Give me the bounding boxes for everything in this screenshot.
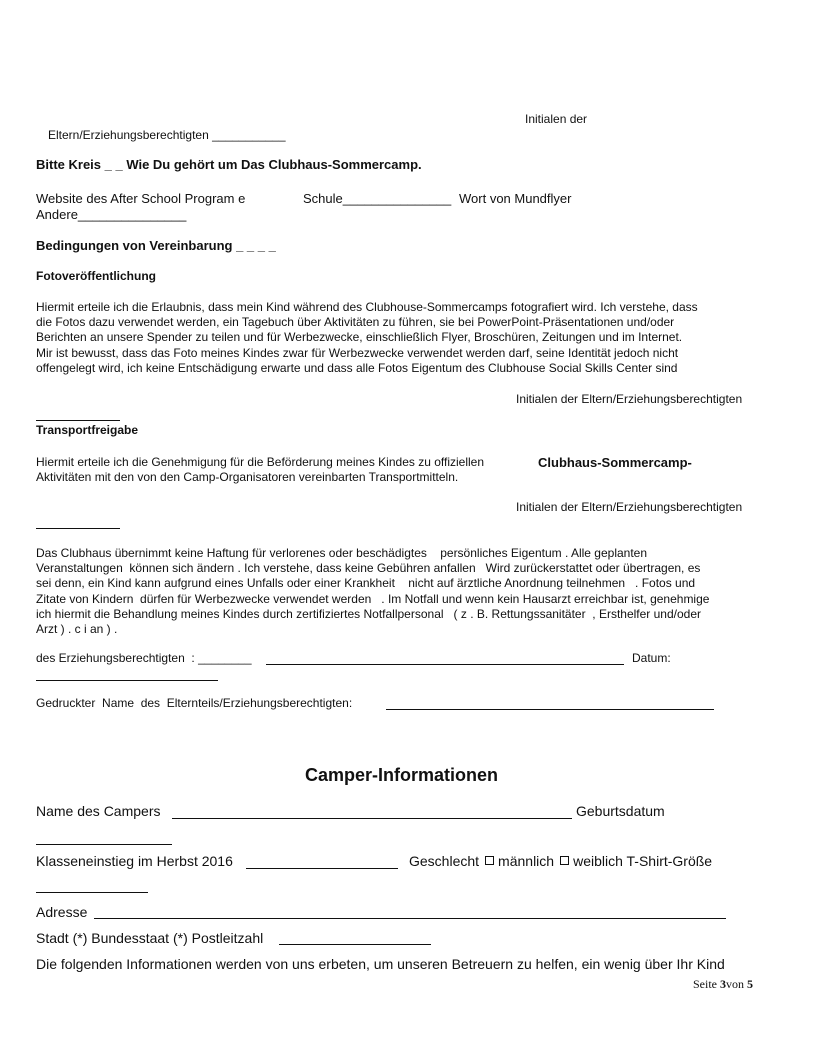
- photo-release-heading: Fotoveröffentlichung: [36, 269, 156, 283]
- transport-release-heading: Transportfreigabe: [36, 423, 139, 437]
- liability-text: [36, 546, 762, 637]
- liability-line: Zitate von Kindern dürfen für Werbezwecke verwendet werden . Im Notfall und wenn kein Hausarzt erreichbar ist, genehmige: [36, 591, 710, 606]
- camp-name: Clubhaus-Sommercamp-: [538, 455, 692, 470]
- source-school[interactable]: Schule_______________: [303, 191, 452, 206]
- photo-initials-label: Initialen der Eltern/Erziehungsberechtigten: [516, 392, 743, 406]
- photo-release-line: Berichten an unsere Spender zu teilen und für Werbezwecke, einschließlich Flyer, Broschüren, Zeitungen und im Internet.: [36, 330, 683, 345]
- transport-initials-label: Initialen der Eltern/Erziehungsberechtigten: [516, 500, 743, 514]
- camper-name-line[interactable]: [172, 818, 572, 819]
- photo-release-line: die Fotos dazu verwendet werden, ein Tagebuch über Aktivitäten zu führen, sie bei PowerPoint-Präsentationen und/oder: [36, 315, 675, 330]
- photo-release-line: Mir ist bewusst, dass das Foto meines Kindes zwar für Werbezwecke verwendet werden darf, seine Identität jedoch nicht: [36, 345, 679, 360]
- header-initials-label: Initialen der: [525, 112, 588, 126]
- liability-line: ich hiermit die Behandlung meines Kindes durch zertifiziertes Notfallpersonal ( z . B. Rettungssanitäter , Ersthelfer und/oder: [36, 606, 701, 621]
- transport-release-line1: Hiermit erteile ich die Genehmigung für die Beförderung meines Kindes zu offiziellen: [36, 455, 485, 469]
- camper-name-label: Name des Campers: [36, 803, 161, 819]
- liability-line: Veranstaltungen können sich ändern . Ich verstehe, dass keine Gebühren anfallen Wird zurückerstattet oder übertragen, es: [36, 561, 701, 576]
- signature-line[interactable]: [266, 664, 624, 665]
- gender-label: Geschlecht: [409, 853, 480, 869]
- grade-label: Klasseneinstieg im Herbst 2016: [36, 853, 233, 869]
- male-label: männlich: [498, 853, 555, 869]
- date-line[interactable]: [36, 680, 218, 681]
- birthdate-line[interactable]: [36, 844, 172, 845]
- page-total: 5: [747, 977, 753, 991]
- grade-line[interactable]: [246, 868, 398, 869]
- city-state-zip-line[interactable]: [279, 944, 431, 945]
- page-prefix: Seite: [693, 977, 717, 991]
- photo-release-line: Hiermit erteile ich die Erlaubnis, dass mein Kind während des Clubhouse-Sommercamps fotografiert wird. Ich verstehe, dass: [36, 300, 698, 314]
- source-website[interactable]: Website des After School Program e: [36, 191, 246, 206]
- page-current: 3: [720, 977, 726, 991]
- circle-prompt: Bitte Kreis _ _ Wie Du gehört um Das Clubhaus-Sommercamp.: [36, 157, 422, 172]
- female-checkbox[interactable]: [560, 856, 569, 865]
- liability-line: Das Clubhaus übernimmt keine Haftung für verlorenes oder beschädigtes persönliches Eigentum . Alle geplanten: [36, 546, 648, 560]
- photo-release-line: offengelegt wird, ich keine Entschädigung erwarte und dass alle Fotos Eigentum des Clubhouse Social Skills Center sind: [36, 360, 678, 375]
- liability-line: Arzt ) . c i an ) .: [36, 622, 118, 637]
- birthdate-label: Geburtsdatum: [576, 803, 665, 819]
- address-line[interactable]: [94, 918, 726, 919]
- page-of: von: [726, 977, 744, 991]
- agreement-heading: Bedingungen von Vereinbarung _ _ _ _: [36, 238, 276, 253]
- signature-label: des Erziehungsberechtigten : ________: [36, 651, 252, 665]
- date-label: Datum:: [632, 651, 671, 665]
- source-other[interactable]: Andere_______________: [36, 207, 187, 222]
- page-number: [693, 977, 753, 992]
- shirt-size-label: T-Shirt-Größe: [626, 853, 713, 869]
- transport-initials-line[interactable]: [36, 528, 120, 529]
- female-label: weiblich: [573, 853, 623, 869]
- liability-line: sei denn, ein Kind kann aufgrund eines Unfalls oder einer Krankheit nicht auf ärztliche Anordnung teilnehmen . Fotos und: [36, 576, 696, 591]
- source-word-of-mouth[interactable]: Wort von Mundflyer: [459, 191, 572, 206]
- transport-release-line2: Aktivitäten mit den von den Camp-Organisatoren vereinbarten Transportmitteln.: [36, 470, 459, 484]
- photo-release-text: [36, 300, 762, 376]
- city-state-zip-label: Stadt (*) Bundesstaat (*) Postleitzahl: [36, 930, 264, 946]
- header-initials-field[interactable]: Eltern/Erziehungsberechtigten ___________: [48, 128, 286, 142]
- info-text: Die folgenden Informationen werden von uns erbeten, um unseren Betreuern zu helfen, ein wenig über Ihr Kind: [36, 956, 725, 972]
- shirt-size-line[interactable]: [36, 892, 148, 893]
- printed-name-label: Gedruckter Name des Elternteils/Erziehungsberechtigten:: [36, 696, 353, 710]
- address-label: Adresse: [36, 904, 88, 920]
- male-checkbox[interactable]: [485, 856, 494, 865]
- gender-group: [409, 853, 712, 869]
- printed-name-line[interactable]: [386, 709, 714, 710]
- camper-info-title: Camper-Informationen: [305, 765, 499, 785]
- photo-initials-line[interactable]: [36, 420, 120, 421]
